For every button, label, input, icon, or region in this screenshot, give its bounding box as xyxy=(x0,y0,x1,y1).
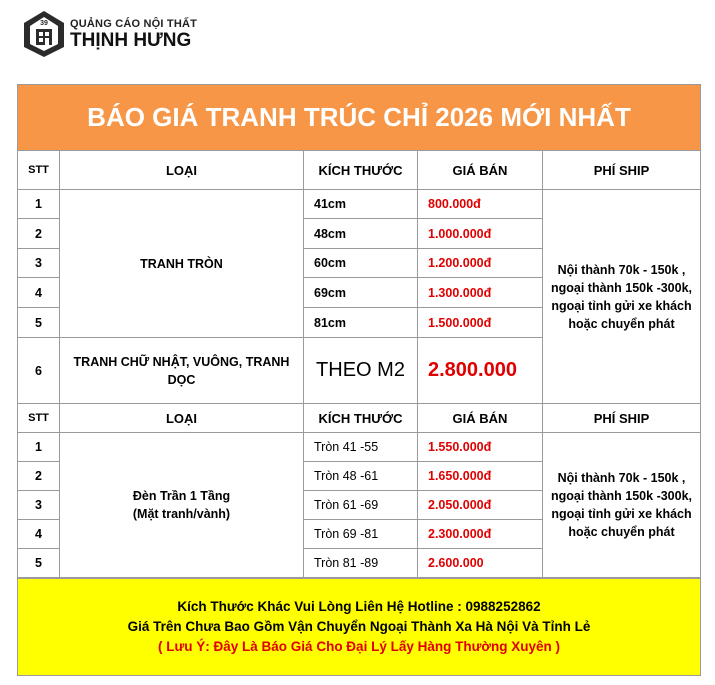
svg-text:39: 39 xyxy=(40,20,48,27)
size-cell: Tròn 48 -61 xyxy=(304,462,418,491)
size-cell: Tròn 41 -55 xyxy=(304,433,418,462)
header-loai: LOẠI xyxy=(60,404,304,433)
price-cell: 800.000đ xyxy=(418,190,543,219)
product-type-rectangular: TRANH CHỮ NHẬT, VUÔNG, TRANH DỌC xyxy=(60,338,304,404)
note-hotline: Kích Thước Khác Vui Lòng Liên Hệ Hotline : 0988252862 xyxy=(177,599,541,614)
table-row-stt: 4 xyxy=(17,278,60,308)
product-type-line2: (Mặt tranh/vành) xyxy=(132,507,231,521)
table-row-stt: 2 xyxy=(17,462,60,491)
note-shipping: Giá Trên Chưa Bao Gồm Vận Chuyển Ngoại Thành Xa Hà Nội Và Tỉnh Lẻ xyxy=(127,619,591,634)
size-cell: Tròn 69 -81 xyxy=(304,520,418,549)
page-title: BÁO GIÁ TRANH TRÚC CHỈ 2026 MỚI NHẤT xyxy=(17,84,701,151)
table-row-stt: 5 xyxy=(17,549,60,578)
header-phi-ship: PHÍ SHIP xyxy=(543,151,701,190)
size-cell: 48cm xyxy=(304,219,418,249)
header-gia-ban: GIÁ BÁN xyxy=(418,151,543,190)
notes-box xyxy=(17,578,701,676)
header-kich-thuoc: KÍCH THƯỚC xyxy=(304,404,418,433)
price-table xyxy=(17,84,701,676)
header-stt: STT xyxy=(17,404,60,433)
header-phi-ship: PHÍ SHIP xyxy=(543,404,701,433)
table-row-stt: 1 xyxy=(17,190,60,219)
table-row-stt: 6 xyxy=(17,338,60,404)
table-row-stt: 3 xyxy=(17,249,60,278)
product-type-den-tran xyxy=(60,433,304,578)
house-logo-icon xyxy=(22,9,66,59)
size-cell: Tròn 61 -69 xyxy=(304,491,418,520)
price-cell: 1.300.000đ xyxy=(418,278,543,308)
price-cell: 1.550.000đ xyxy=(418,433,543,462)
table-row-stt: 3 xyxy=(17,491,60,520)
size-cell: 60cm xyxy=(304,249,418,278)
shipping-fee-info: Nội thành 70k - 150k , ngoại thành 150k -300k, ngoại tỉnh gửi xe khách hoặc chuyển phát xyxy=(543,433,701,578)
table-row-stt: 5 xyxy=(17,308,60,338)
price-cell: 1.500.000đ xyxy=(418,308,543,338)
header-gia-ban: GIÁ BÁN xyxy=(418,404,543,433)
size-per-m2: THEO M2 xyxy=(304,338,418,404)
size-cell: 41cm xyxy=(304,190,418,219)
price-cell: 2.050.000đ xyxy=(418,491,543,520)
table-row-stt: 2 xyxy=(17,219,60,249)
logo-brand: THỊNH HƯNG xyxy=(70,29,192,51)
header-loai: LOẠI xyxy=(60,151,304,190)
table-row-stt: 4 xyxy=(17,520,60,549)
size-cell: 81cm xyxy=(304,308,418,338)
price-cell: 1.200.000đ xyxy=(418,249,543,278)
price-per-m2: 2.800.000 xyxy=(418,338,543,404)
note-dealer: ( Lưu Ý: Đây Là Báo Giá Cho Đại Lý Lấy Hàng Thường Xuyên ) xyxy=(158,639,560,654)
table-row-stt: 1 xyxy=(17,433,60,462)
price-cell: 2.600.000 xyxy=(418,549,543,578)
price-cell: 1.000.000đ xyxy=(418,219,543,249)
logo-subtitle: QUẢNG CÁO NỘI THẤT xyxy=(70,17,198,30)
product-type-tranh-tron: TRANH TRÒN xyxy=(60,190,304,338)
product-type-line1: Đèn Trần 1 Tầng xyxy=(132,489,231,503)
price-cell: 1.650.000đ xyxy=(418,462,543,491)
size-cell: 69cm xyxy=(304,278,418,308)
shipping-fee-info: Nội thành 70k - 150k , ngoại thành 150k -300k, ngoại tỉnh gửi xe khách hoặc chuyển phát xyxy=(543,190,701,404)
size-cell: Tròn 81 -89 xyxy=(304,549,418,578)
logo xyxy=(22,8,197,60)
header-kich-thuoc: KÍCH THƯỚC xyxy=(304,151,418,190)
header-stt: STT xyxy=(17,151,60,190)
price-cell: 2.300.000đ xyxy=(418,520,543,549)
